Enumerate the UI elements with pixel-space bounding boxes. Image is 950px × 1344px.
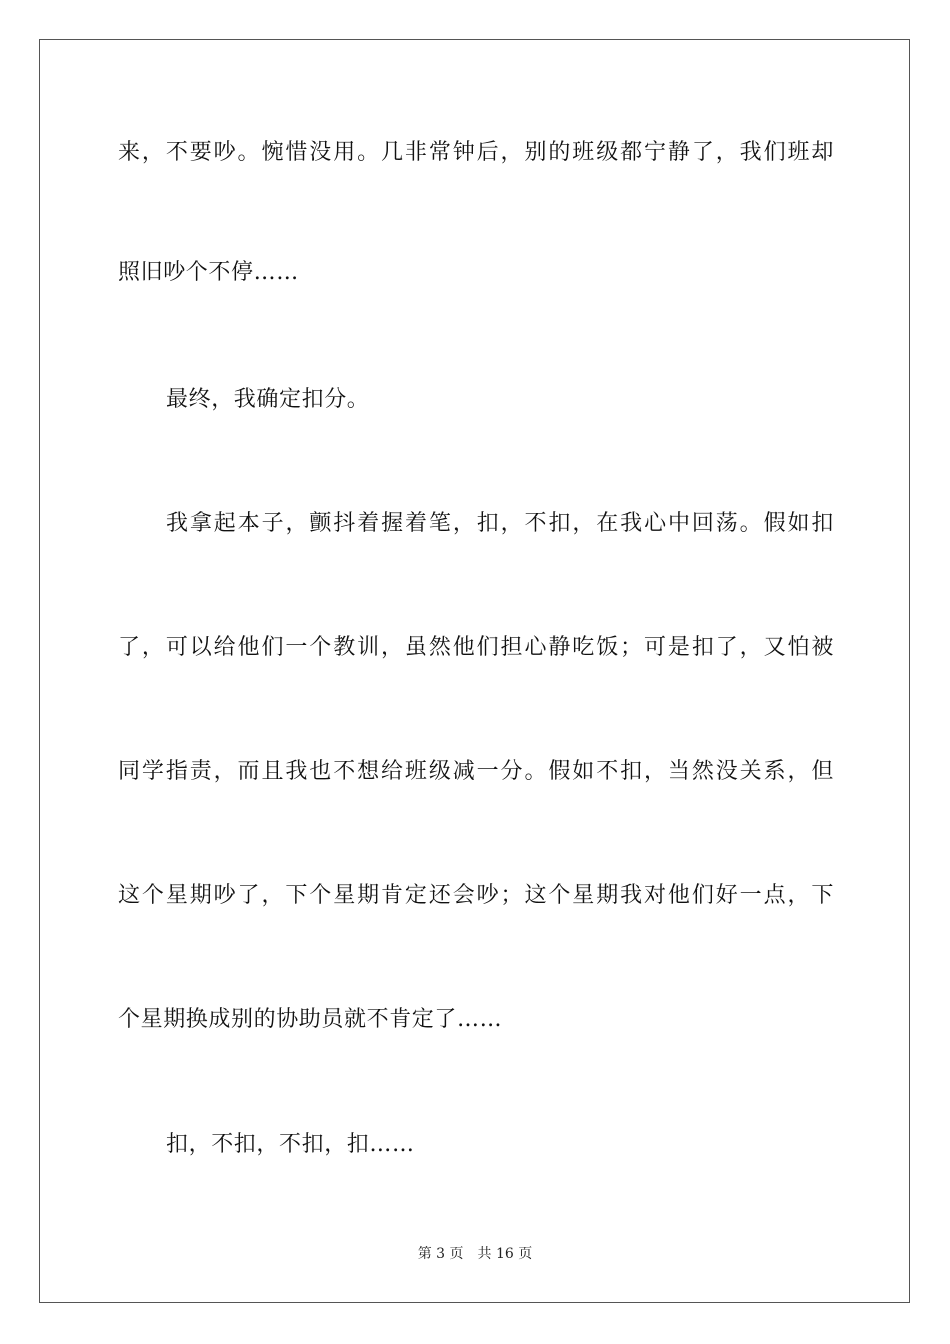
page-number: 第 3 页 (417, 1246, 464, 1262)
page-footer (0, 1245, 950, 1263)
text-line: 了，可以给他们一个教训，虽然他们担心静吃饭；可是扣了，又怕被 (118, 635, 834, 660)
text-line: 同学指责，而且我也不想给班级减一分。假如不扣，当然没关系，但 (118, 759, 834, 784)
page-border (39, 39, 910, 1303)
paragraph-line: 最终，我确定扣分。 (166, 387, 370, 412)
paragraph-line: 扣，不扣，不扣，扣…… (166, 1132, 415, 1157)
text-line: 个星期换成别的协助员就不肯定了…… (118, 1007, 503, 1032)
text-line: 来，不要吵。惋惜没用。几非常钟后，别的班级都宁静了，我们班却 (118, 140, 834, 165)
paragraph-line: 我拿起本子，颤抖着握着笔，扣，不扣，在我心中回荡。假如扣 (166, 511, 834, 536)
text-line: 这个星期吵了，下个星期肯定还会吵；这个星期我对他们好一点，下 (118, 883, 834, 908)
text-line: 照旧吵个不停…… (118, 260, 299, 285)
page-total: 共 16 页 (477, 1246, 533, 1262)
